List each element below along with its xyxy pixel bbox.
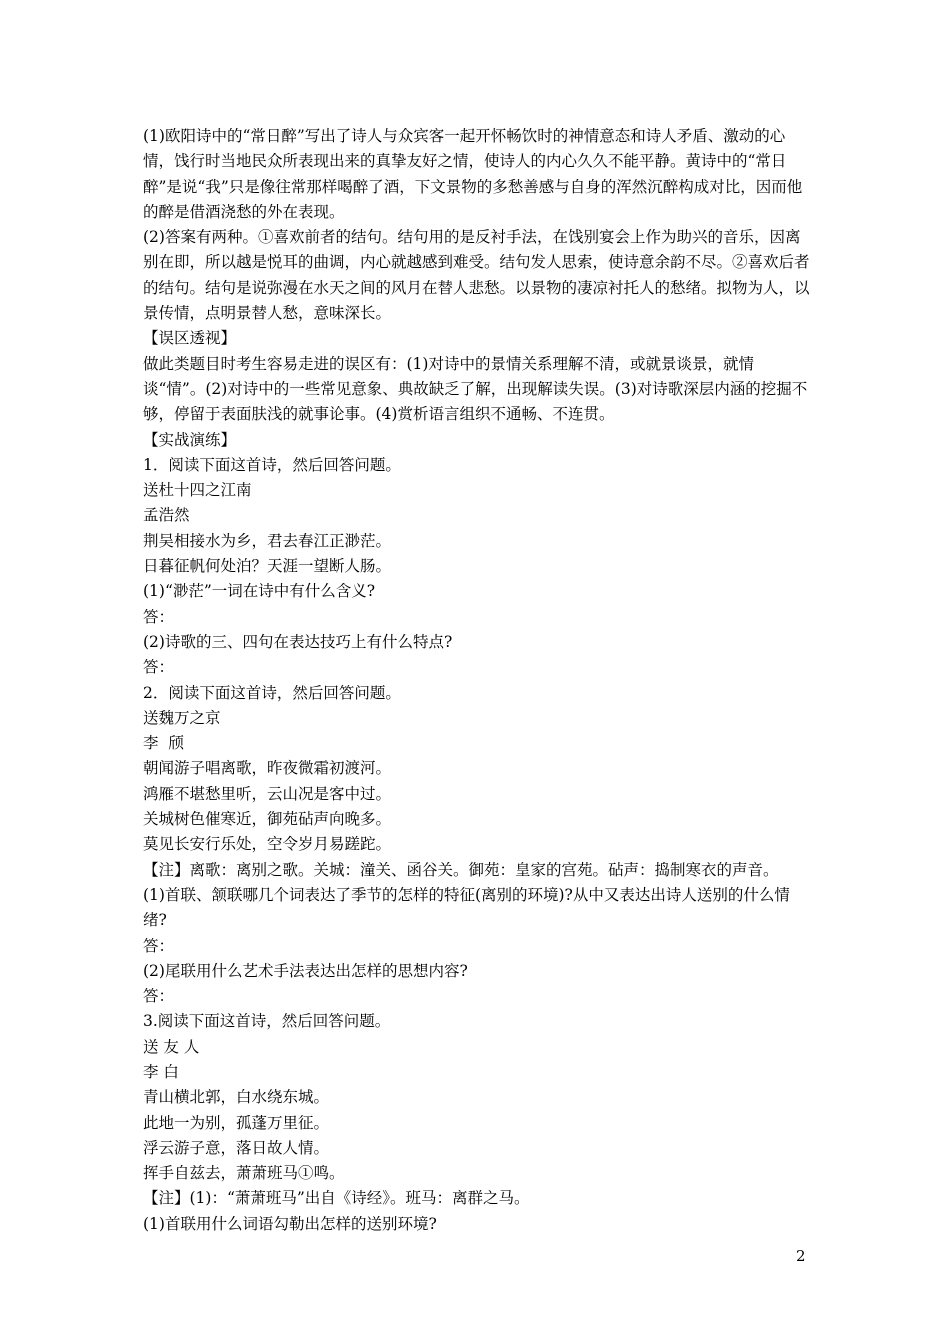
- poem-3-title: 送 友 人: [143, 1037, 200, 1056]
- poem-1-title: 送杜十四之江南: [143, 481, 252, 500]
- poem-3-line-1: 青山横北郭，白水绕东城。: [143, 1088, 330, 1107]
- poem-2-author: 李 颀: [143, 734, 184, 753]
- question-2-2: (2)尾联用什么艺术手法表达出怎样的思想内容?: [143, 961, 468, 980]
- question-1-instruction: 1．阅读下面这首诗，然后回答问题。: [143, 455, 401, 474]
- answer-paragraph-1: (1)欧阳诗中的“常日醉”写出了诗人与众宾客一起开怀畅饮时的神情意态和诗人矛盾、激动的心情，饯行时当地民众所表现出来的真挚友好之情，使诗人的内心久久不能平静。黄诗中的“常日醉”是说“我”只是像往常那样喝醉了酒，下文景物的多愁善感与自身的浑然沉醉构成对比，因而他的醉是借酒浇愁的外在表现。: [143, 127, 803, 221]
- section-heading-practice: 【实战演练】: [143, 430, 237, 449]
- answer-label: 答：: [143, 936, 175, 955]
- poem-3-line-3: 浮云游子意，落日故人情。: [143, 1138, 330, 1157]
- poem-2-line-3: 关城树色催寒近，御苑砧声向晚多。: [143, 810, 392, 829]
- poem-3-line-4: 挥手自兹去，萧萧班马①鸣。: [143, 1164, 345, 1183]
- answer-paragraph-2: (2)答案有两种。①喜欢前者的结句。结句用的是反衬手法，在饯别宴会上作为助兴的音乐，因离别在即，所以越是悦耳的曲调，内心就越感到难受。结句发人思索，使诗意余韵不尽。②喜欢后者的结句。结句是说弥漫在水天之间的风月在替人悲愁。以景物的凄凉衬托人的愁绪。拟物为人，以景传情，点明景替人愁，意味深长。: [143, 228, 810, 323]
- poem-3-note: 【注】(1)：“萧萧班马”出自《诗经》。班马：离群之马。: [143, 1189, 530, 1208]
- poem-3-line-2: 此地一为别，孤蓬万里征。: [143, 1113, 330, 1132]
- poem-1-line-2: 日暮征帆何处泊？天涯一望断人肠。: [143, 557, 392, 576]
- poem-2-title: 送魏万之京: [143, 708, 221, 727]
- section-heading-misconceptions: 【误区透视】: [143, 329, 237, 348]
- answer-label: 答：: [143, 658, 175, 677]
- answer-label: 答：: [143, 987, 175, 1006]
- poem-2-line-4: 莫见长安行乐处，空令岁月易蹉跎。: [143, 835, 392, 854]
- poem-2-line-1: 朝闻游子唱离歌，昨夜微霜初渡河。: [143, 759, 392, 778]
- question-2-1: (1)首联、颔联哪几个词表达了季节的怎样的特征(离别的环境)?从中又表达出诗人送别的什么情绪?: [143, 885, 790, 930]
- question-3-instruction: 3.阅读下面这首诗，然后回答问题。: [143, 1012, 391, 1031]
- poem-1-line-1: 荆吴相接水为乡，君去春江正渺茫。: [143, 531, 392, 550]
- question-1-1: (1)“渺茫”一词在诗中有什么含义?: [143, 582, 376, 601]
- document-body: [143, 124, 810, 1237]
- poem-2-note: 【注】离歌：离别之歌。关城：潼关、函谷关。御苑：皇家的宫苑。砧声：捣制寒衣的声音。: [143, 860, 779, 879]
- question-2-instruction: 2．阅读下面这首诗，然后回答问题。: [143, 683, 401, 702]
- misconceptions-paragraph: 做此类题目时考生容易走进的误区有：(1)对诗中的景情关系理解不清，或就景谈景，就情谈“情”。(2)对诗中的一些常见意象、典故缺乏了解，出现解读失误。(3)对诗歌深层内涵的挖掘不够，停留于表面肤浅的就事论事。(4)赏析语言组织不通畅、不连贯。: [143, 354, 808, 424]
- poem-3-author: 李 白: [143, 1062, 179, 1081]
- page-number: 2: [796, 1247, 806, 1265]
- question-3-1: (1)首联用什么词语勾勒出怎样的送别环境?: [143, 1214, 437, 1233]
- poem-1-author: 孟浩然: [143, 506, 190, 525]
- poem-2-line-2: 鸿雁不堪愁里听，云山况是客中过。: [143, 784, 392, 803]
- answer-label: 答：: [143, 607, 175, 626]
- question-1-2: (2)诗歌的三、四句在表达技巧上有什么特点?: [143, 632, 453, 651]
